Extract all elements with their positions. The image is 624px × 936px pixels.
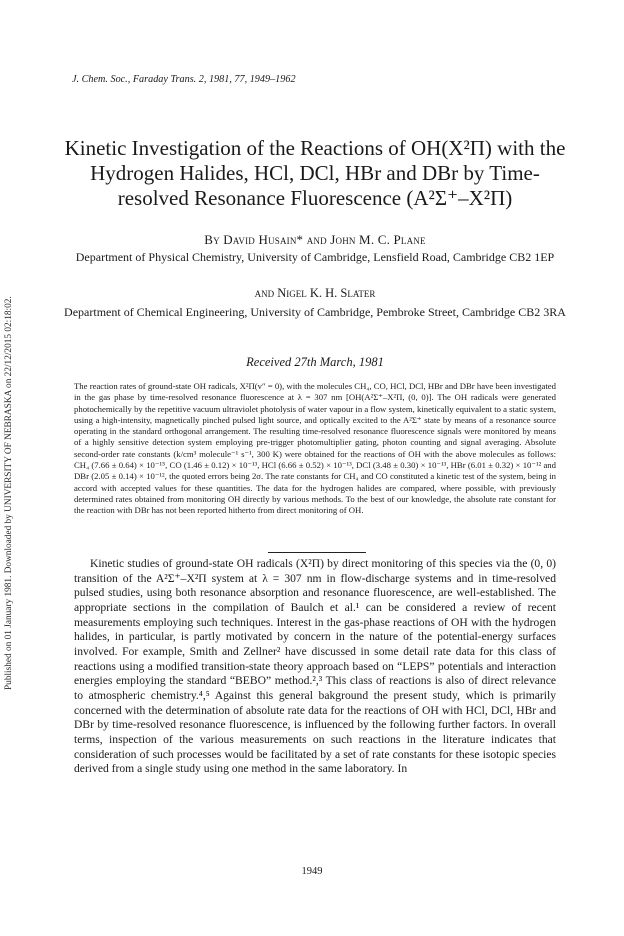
download-notice: Published on 01 January 1981. Downloaded by UNIVERSITY OF NEBRASKA on 22/12/2015 02:18:02. <box>4 296 14 690</box>
body-paragraph: Kinetic studies of ground-state OH radicals (X²Π) by direct monitoring of this species via the (0, 0) transition of the A²Σ⁺–X²Π system at λ = 307 nm in flow-discharge systems and in time-resolved pulsed studies, using both resonance absorption and resonance fluorescence, are well-established. The appropriate sections in the compilation of Baulch et al.¹ can be considered a review of recent measurements employing such techniques. Interest in the gas-phase reactions of OH with the hydrogen halides, in particular, is partly motivated by concern in the nature of the potential-energy surfaces involved. For example, Smith and Zellner² have discussed in some detail rate data for this class of reactions using a modified transition-state theory approach based on “LEPS” potentials and interaction energies employing the standard “BEBO” method.²,³ This class of reactions is also of direct relevance to atmospheric chemistry.⁴,⁵ Against this general bakground the present study, which is primarily concerned with the determination of absolute rate data for the reactions of OH with HCl, DCl, HBr and DBr by time-resolved resonance fluorescence, is influenced by the following further factors. In overall terms, inspection of the various measurements on such reactions in the literature indicates that consideration of such processes would be facilitated by a set of rate constants for these isotopic species derived from a single study using one method in the same laboratory. In <box>74 557 556 776</box>
paper-title: Kinetic Investigation of the Reactions of OH(X²Π) with the Hydrogen Halides, HCl, DCl, HBr and DBr by Time-resolved Resonance Fluorescence (A²Σ⁺–X²Π) <box>64 136 566 210</box>
page-number: 1949 <box>301 866 323 877</box>
affiliation-chemical-engineering: Department of Chemical Engineering, University of Cambridge, Pembroke Street, Cambridge CB2 3RA <box>64 305 566 319</box>
received-date: Received 27th March, 1981 <box>246 355 384 369</box>
abstract: The reaction rates of ground-state OH radicals, X²Π(v″ = 0), with the molecules CH₄, CO, HCl, DCl, HBr and DBr have been investigated in the gas phase by time-resolved resonance fluorescence at λ = 307 nm [OH(A²Σ⁺–X²Π, (0, 0)]. The OH radicals were generated photochemically by the repetitive vacuum ultraviolet photolysis of water vapour in a flow system, kinetically equivalent to a static system, using a high-intensity, magnetically pinched pulsed light source, and optically excited to the A²Σ⁺ state by means of a resonance source operating in the standard orthogonal arrangement. The resulting time-resolved resonance fluorescence signals were monitored by means of a highly sensitive detection system employing pre-trigger photomultiplier gating, photon counting and signal averaging. Absolute second-order rate constants (k/cm³ molecule⁻¹ s⁻¹, 300 K) were obtained for the reactions of OH with the above molecules as follows: CH₄ (7.66 ± 0.64) × 10⁻¹⁵, CO (1.46 ± 0.12) × 10⁻¹³, HCl (6.66 ± 0.52) × 10⁻¹³, DCl (3.48 ± 0.30) × 10⁻¹³, HBr (6.01 ± 0.32) × 10⁻¹² and DBr (2.05 ± 0.14) × 10⁻¹², the quoted errors being 2σ. The rate constants for CH₄ and CO constituted a kinetic test of the system, being in accord with accepted values for these quantities. The data for the hydrogen halides are compared, where possible, with previously determined rates obtained from monitoring OH directly by various methods. To the best of our knowledge, the absolute rate constant for the reaction with DBr has not been reported hitherto from direct monitoring of OH. <box>74 381 556 516</box>
section-divider <box>268 552 366 553</box>
affiliation-physical-chemistry: Department of Physical Chemistry, University of Cambridge, Lensfield Road, Cambridge CB2 1EP <box>75 250 555 264</box>
author-line: By David Husain* and John M. C. Plane <box>204 232 426 247</box>
additional-author-line: and Nigel K. H. Slater <box>254 286 376 300</box>
journal-citation: J. Chem. Soc., Faraday Trans. 2, 1981, 77, 1949–1962 <box>72 74 296 85</box>
